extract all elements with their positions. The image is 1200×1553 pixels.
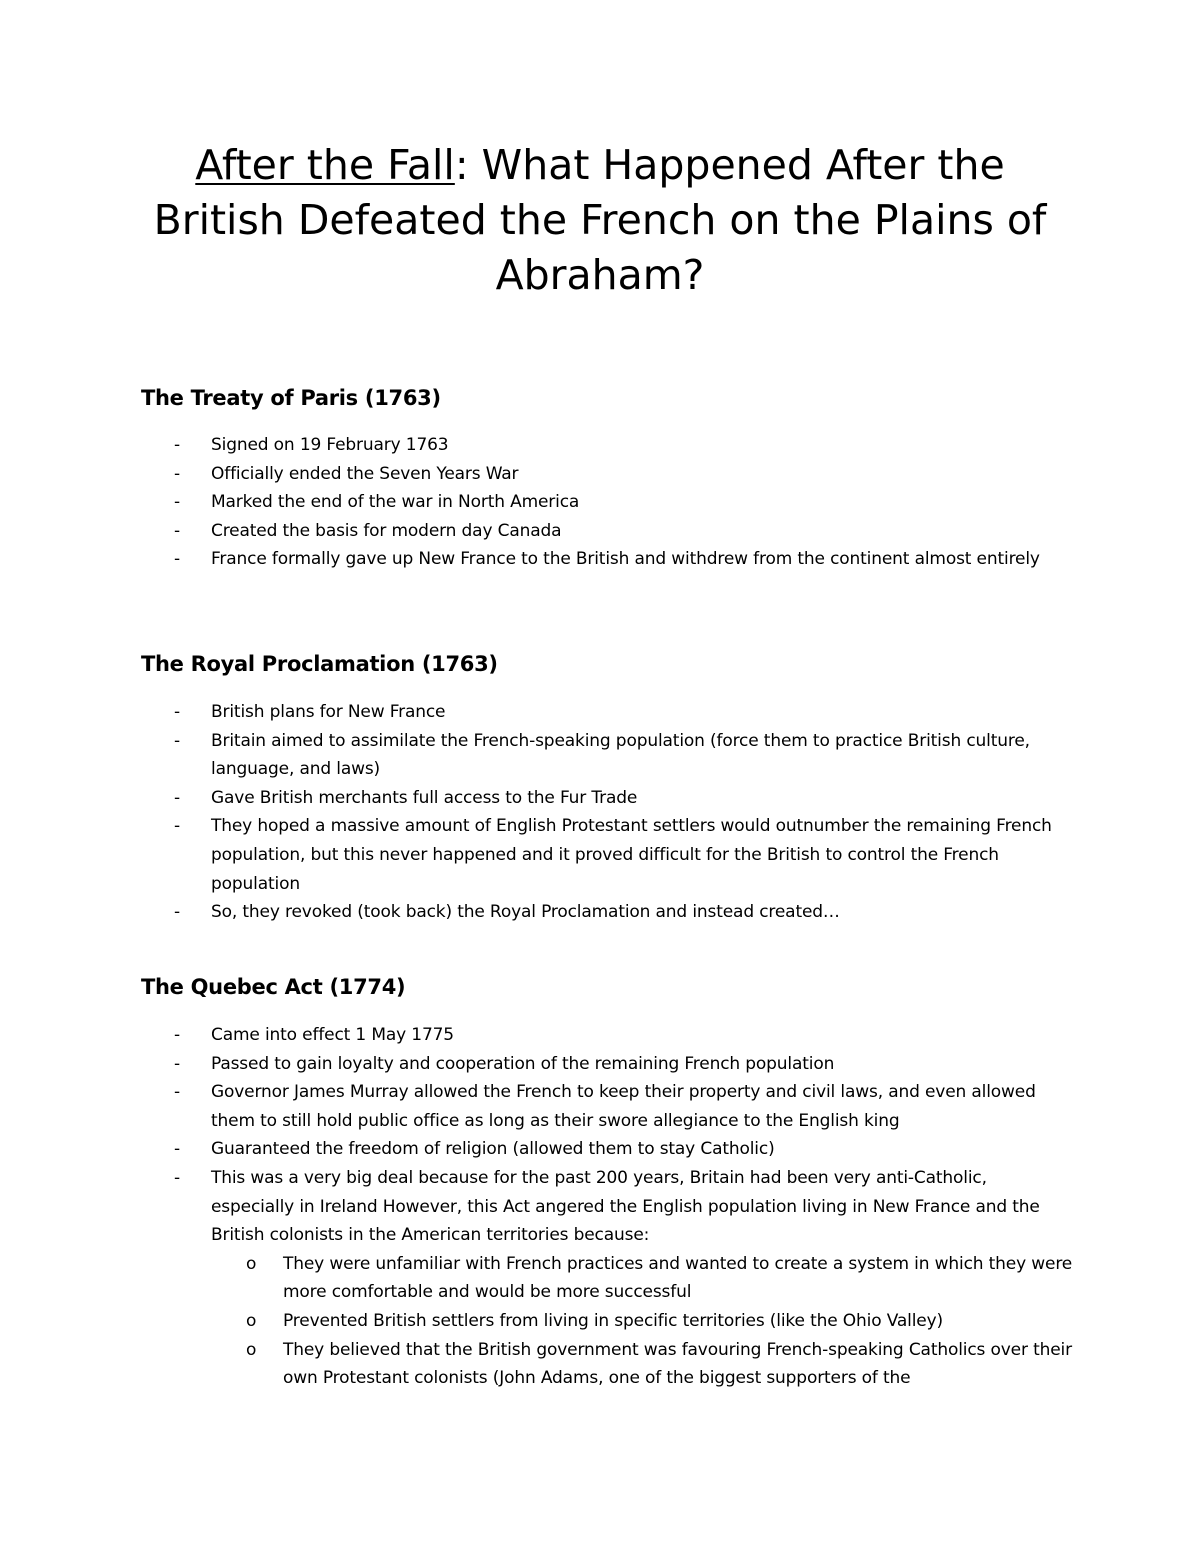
section-heading-treaty-of-paris: The Treaty of Paris (1763) xyxy=(141,386,441,410)
dash-bullet: - xyxy=(174,787,180,808)
document-title xyxy=(130,138,1070,303)
dash-bullet: - xyxy=(174,816,180,837)
dash-bullet: - xyxy=(174,549,180,570)
title-rest: : What Happened After the British Defeated the French on the Plains of Abraham? xyxy=(153,141,1047,299)
list-item-text: Passed to gain loyalty and cooperation of the remaining French population xyxy=(211,1053,835,1074)
list-item-text: Britain aimed to assimilate the French-speaking population (force them to practice British culture, language, and laws) xyxy=(211,730,1030,780)
circle-bullet: o xyxy=(246,1310,257,1331)
list-item-text: Marked the end of the war in North America xyxy=(211,492,580,513)
dash-bullet: - xyxy=(174,435,180,455)
list-item xyxy=(0,545,1061,574)
list-item-text: Signed on 19 February 1763 xyxy=(211,435,449,455)
list-item-text: Officially ended the Seven Years War xyxy=(211,463,519,484)
list-item xyxy=(0,460,1061,489)
sub-list-item-text: They were unfamiliar with French practices and wanted to create a system in which they were more comfortable and would be more successful xyxy=(283,1253,1073,1303)
list-item-text: Guaranteed the freedom of religion (allowed them to stay Catholic) xyxy=(211,1139,775,1160)
treaty-of-paris-list xyxy=(0,431,1061,574)
dash-bullet: - xyxy=(174,492,180,513)
dash-bullet: - xyxy=(174,1139,180,1160)
list-item xyxy=(0,1078,1061,1135)
list-item-text: They hoped a massive amount of English Protestant settlers would outnumber the remaining French population, but this never happened and it proved difficult for the British to control the French population xyxy=(211,816,1052,894)
dash-bullet: - xyxy=(174,1053,180,1074)
circle-bullet: o xyxy=(246,1339,257,1360)
dash-bullet: - xyxy=(174,520,180,541)
list-item-text: Gave British merchants full access to the Fur Trade xyxy=(211,787,638,808)
list-item-text: Came into effect 1 May 1775 xyxy=(211,1025,454,1045)
circle-bullet: o xyxy=(246,1253,257,1274)
list-item xyxy=(0,517,1061,546)
list-item-text: British plans for New France xyxy=(211,702,446,722)
dash-bullet: - xyxy=(174,1167,180,1188)
sub-list-item xyxy=(0,1336,1073,1393)
list-item xyxy=(0,1135,1061,1164)
list-item-text: This was a very big deal because for the past 200 years, Britain had been very anti-Catholic, especially in Ireland However, this Act angered the English population living in New France and the British colonists in the American territories because: xyxy=(211,1167,1040,1246)
list-item xyxy=(0,431,1061,460)
dash-bullet: - xyxy=(174,902,180,923)
dash-bullet: - xyxy=(174,1025,180,1045)
list-item-text: So, they revoked (took back) the Royal Proclamation and instead created… xyxy=(211,902,840,923)
dash-bullet: - xyxy=(174,730,180,751)
dash-bullet: - xyxy=(174,1082,180,1103)
dash-bullet: - xyxy=(174,702,180,722)
sub-list-item-text: Prevented British settlers from living in specific territories (like the Ohio Valley) xyxy=(283,1310,943,1331)
list-item xyxy=(0,1021,1061,1050)
list-item xyxy=(0,1050,1061,1079)
list-item-text: France formally gave up New France to the British and withdrew from the continent almost entirely xyxy=(211,549,1040,570)
list-item xyxy=(0,1164,1061,1250)
sub-list-item-text: They believed that the British government was favouring French-speaking Catholics over their own Protestant colonists (John Adams, one of the biggest supporters of the xyxy=(283,1339,1072,1389)
list-item xyxy=(0,784,1061,813)
dash-bullet: - xyxy=(174,463,180,484)
sub-list-item xyxy=(0,1307,1073,1336)
list-item xyxy=(0,812,1061,898)
section-heading-quebec-act: The Quebec Act (1774) xyxy=(141,975,406,999)
royal-proclamation-list xyxy=(0,698,1061,927)
list-item-text: Created the basis for modern day Canada xyxy=(211,520,562,541)
section-heading-royal-proclamation: The Royal Proclamation (1763) xyxy=(141,652,498,676)
list-item xyxy=(0,698,1061,727)
list-item xyxy=(0,898,1061,927)
list-item-text: Governor James Murray allowed the French to keep their property and civil laws, and even allowed them to still hold public office as long as their swore allegiance to the English king xyxy=(211,1082,1036,1131)
list-item xyxy=(0,727,1061,784)
title-underlined: After the Fall xyxy=(195,141,455,189)
sub-list-item xyxy=(0,1250,1073,1307)
list-item xyxy=(0,488,1061,517)
quebec-act-list xyxy=(0,1021,1073,1393)
